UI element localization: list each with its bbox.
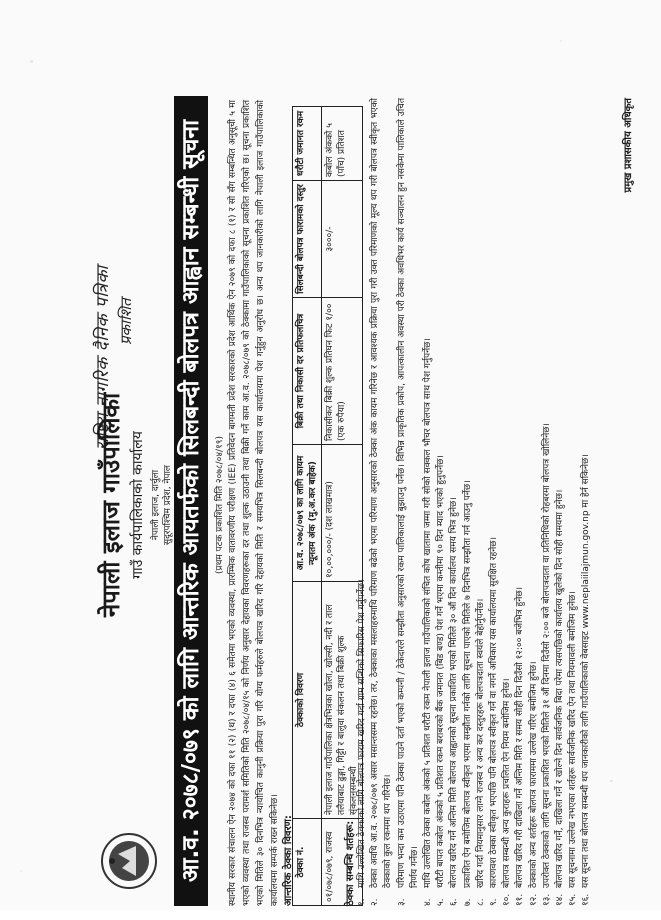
table-cell: ३०००/-	[322, 181, 363, 298]
organization-name: नेपाली इलाज गाउँपालिका	[97, 392, 125, 618]
province-name: सुदूरपश्चिम प्रदेश, नेपाल	[163, 464, 173, 546]
office-address: नेपाली इलाज, दार्चुला	[151, 469, 161, 541]
term-text: बोलपत्र खरिद गरी दाखिला गर्ने अन्तिम मिति र समय सोही दिन दिउँसो १२:०० बजेभित्र हुनेछ।	[515, 586, 526, 888]
handwritten-published-mark: प्रकाशित	[117, 298, 135, 345]
term-text: यस सूचनामा उल्लेख नभएका शर्तहरू सार्वजनिक खरिद ऐन तथा नियमावली बमोजिम हुनेछ।	[568, 591, 579, 888]
term-text: उपरोक्त ठेक्काको लागि सूचना प्रकाशित भएको मितिले ३१ औं दिनमा दिउँसो २:०० बजे बोलपत्रदाता वा प्रतिनिधिको रोहबरमा बोलपत्र खोलिनेछ।	[541, 423, 552, 888]
scan-speck	[30, 60, 33, 63]
list-item	[422, 98, 435, 906]
term-text: यस सूचना तथा बोलपत्र सम्बन्धी थप जानकारीको लागि गाउँपालिकाको वेबसाइट www.neplaiilajmun.gov.np मा हेर्न सकिनेछ।	[581, 454, 592, 888]
list-item	[356, 98, 369, 906]
term-text: ठेक्का अवधि आ.व. २०७८/०७९ असार मसान्तसम्म रहनेछ। तर, ठेक्काका मसलाहरुमाथि परिमाण बढेको भएमा परिमाण अनुसारको ठेक्का अंक कायम गरिनेछ र आवश्यक प्रक्रिया पुरा गरी उक्त परिमाणको मूल्य थप गरी बोलपत्र स्वीकृत भएको ठेक्काको कुल रकममा थप गरिनेछ।	[370, 98, 394, 888]
list-item	[514, 98, 527, 906]
term-number: १२.	[528, 893, 539, 906]
column-header: धरौटी जमानत रकम	[293, 107, 322, 181]
term-text: ठेक्काको अन्य शर्तहरू बोलपत्र फाराममा उल्लेख गरिए बमोजिम हुनेछ।	[528, 661, 539, 888]
signatory-title: प्रमुख प्रशासकीय अधिकृत	[623, 98, 634, 193]
list-item	[528, 98, 541, 906]
table-cell: नेपाली इलाज गाउँपालिका क्षेत्रभित्रका खोला, खोल्सी, नदी र ताल तलैयाबाट ढुङ्गा, गिट्टी र बालुवा संकलन तथा बिक्री शुल्क संकलनसम्बन्धी	[322, 582, 363, 819]
term-text: धरौटी बापत कबोल अंकको ५ प्रतिशत रकम बराबरको बैंक जमानत (बिड बण्ड) पेश गर्ने भएमा कम्तीमा ९० दिन म्याद भएको हुनुपर्नेछ।	[436, 455, 447, 888]
list-item	[541, 98, 554, 906]
table-cell: निकासीकर बिक्री शुल्क प्रतिघन फिट १/०० (एक रुपैया)	[322, 298, 363, 445]
term-number: १५.	[568, 893, 579, 906]
notice-title: आ.व. २०७८/०७९ को लागि आन्तरिक आयतर्फको सिलबन्दी बोलपत्र आह्वान सम्बन्धी सूचना	[174, 96, 208, 906]
term-text: माथि उल्लेखित ठेक्काको लागि बोलपत्र फाराम खरिद गर्दा ग्राम सन्धिको सिफारिस पेश गर्नुपर्नेछ।	[357, 579, 367, 888]
handwritten-newspaper-name: राष्ट्रिय नागरिक दैनिक पत्रिका	[93, 265, 113, 450]
list-item	[475, 98, 488, 906]
term-text: माथि उल्लेखित ठेक्का कबोल अंकको ५ प्रतिशत धरौटी रकम नेपाली इलाज गाउँपालिकाको संचित कोष खातामा जम्मा गरी सोको सक्कल भौचर बोलपत्र साथ पेश गर्नुपर्नेछ।	[423, 338, 434, 888]
term-number: ७.	[462, 898, 473, 906]
column-header: सिलबन्दी बोलपत्र फारामको दस्तुर	[293, 181, 322, 298]
scan-speck	[20, 870, 22, 872]
term-text: प्रकाशित ऐन बमोजिम बोलपत्र स्वीकृत भएमा सम्झौता गर्नको लागि सूचना पाएको मितिले ७ दिनभित्र सम्झौता गर्न आउनु पर्नेछ।	[462, 480, 473, 888]
term-number: १.	[357, 898, 367, 906]
scan-speck	[560, 40, 562, 42]
list-item	[580, 98, 593, 906]
term-text: बोलपत्र खरिद गर्ने अन्तिम मिति बोलपत्र आह्वानको सूचना प्रकाशित भएको मितिले ३० औं दिन कार्यालय समय भित्र हुनेछ।	[449, 497, 460, 888]
table-header-row	[293, 107, 322, 906]
term-text: खरिद गर्दा नियमानुसार लाग्ने राजस्व र अन्य कर दस्तुरहरू बोलपत्रदाता स्वयंले बेहोर्नुपर्नेछ।	[475, 598, 486, 888]
list-item	[488, 98, 501, 906]
list-item	[448, 98, 461, 906]
term-number: ११.	[515, 893, 526, 906]
schedule-heading: आन्तरिक ठेक्का विवरण:	[283, 815, 294, 906]
term-number: ४.	[423, 898, 434, 906]
term-text: बोलपत्र खरिद गर्ने, दाखिला गर्ने र खोल्ने दिन सार्वजनिक बिदा परेमा त्यसपछिको कार्यालय खुलेको दिन सोही समयमा हुनेछ।	[555, 489, 566, 888]
column-header: आ.व. २०७८/०७९ का लागि कायम न्यूनतम अंक (मु.अ.कर बाहेक)	[293, 445, 322, 582]
term-text: कारणवश ठेक्का स्वीकृत भएपछि पनि बोलपत्र स्वीकृत गर्ने वा नगर्ने अधिकार यस कार्यालयमा सुरक्षित रहनेछ।	[489, 537, 500, 888]
term-number: १०.	[502, 893, 513, 906]
term-number: ९.	[489, 898, 500, 906]
table-cell: ०१/०७८/०७९, राजस्व	[322, 819, 363, 906]
intro-paragraph: स्थानीय सरकार संचालन ऐन २०७४ को दफा ११ (२) (थ) र दफा (४) ६ समेतमा भएको व्यवस्था, प्रारम्भिक वातावरणीय परीक्षण (IEE) प्रतिवेदन बागमती प्रदेश सरकारको प्रदेश आर्थिक ऐन २०७९ को दफा ८ (१) र सो सँग सम्बन्धित अनुसूची ५ मा भएको व्यवस्था तथा राजस्व परामर्श समितिको मिति २०७८/०४/१५ को निर्णय अनुसार देहायका विवरणहरूका दर तथा शुल्क उठाउनी तथा बिक्री गर्ने काम आ.व. २०७८/०७९ को ठेक्कामा गाउँपालिकाको सूचना प्रकाशित गरिएको छ। सूचना प्रकाशित भएको मितिले ३० दिनभित्र न्यायोचित कानुनी प्रक्रिया पुरा गरि योग्य फर्महरुले बोलपत्र खरिद गरि देहायको मिति र समयभित्र सिलबन्दी बोलपत्र यस कार्यालयमा पेश गर्नुहुन अनुरोध छ। अन्य थप जानकारीको लागि नेपाली इलाज गाउँपालिकाको कार्यालयमा सम्पर्क राख्न सकिनेछ।	[228, 100, 280, 906]
publication-date: (प्रथम पटक प्रकाशित मिति २०७८/०४/१९)	[215, 436, 225, 574]
term-number: १४.	[555, 893, 566, 906]
list-item	[554, 98, 567, 906]
list-item	[462, 98, 475, 906]
term-number: ८.	[475, 898, 486, 906]
column-header: ठेक्काको विवरण	[293, 582, 322, 819]
list-item	[567, 98, 580, 906]
list-item	[396, 98, 422, 906]
term-text: बोलपत्र सम्बन्धी अन्य कुराहरू प्रचलित ऐन नियम बमोजिम हुनेछ।	[502, 678, 513, 888]
list-item	[501, 98, 514, 906]
terms-heading: ठेक्का सम्बन्धि शर्तहरू:	[345, 820, 356, 906]
list-item	[435, 98, 448, 906]
term-text: परिमाण भन्दा कम उठाएमा पनि ठेक्का पाउने दर्ता भएको कम्पनी / ठेकेदारले सम्झौता अनुसारको रकम पालिकालाई बुझाउनु पर्नेछ। विभिन्न प्राकृतिक प्रकोप, आपत्कालीन अवस्था परी ठेक्का अवधिभर कार्य सञ्चालन हुन नसकेमा पालिकाले उचित निर्णय गर्नेछ।	[396, 98, 420, 888]
term-number: २.	[370, 898, 381, 906]
list-item	[369, 98, 395, 906]
term-number: १६.	[581, 893, 592, 906]
term-number: ६.	[449, 898, 460, 906]
terms-list	[356, 98, 594, 906]
table-cell: १०,००,०००/- (दश लाखमात्र)	[322, 445, 363, 582]
table-cell: कबोल अंकको ५ (पाँच) प्रतिशत	[322, 107, 363, 181]
term-number: १३.	[541, 893, 552, 906]
notice-sheet	[80, 90, 640, 920]
office-name: गाउँ कार्यपालिकाको कार्यालय	[130, 431, 146, 579]
term-number: ५.	[436, 898, 447, 906]
column-header: ठेक्का नं.	[293, 819, 322, 906]
term-number: ३.	[396, 898, 407, 906]
contract-table	[292, 106, 363, 906]
column-header: बिक्री तथा निकासी दर प्रतिफलचित्र	[293, 298, 322, 445]
